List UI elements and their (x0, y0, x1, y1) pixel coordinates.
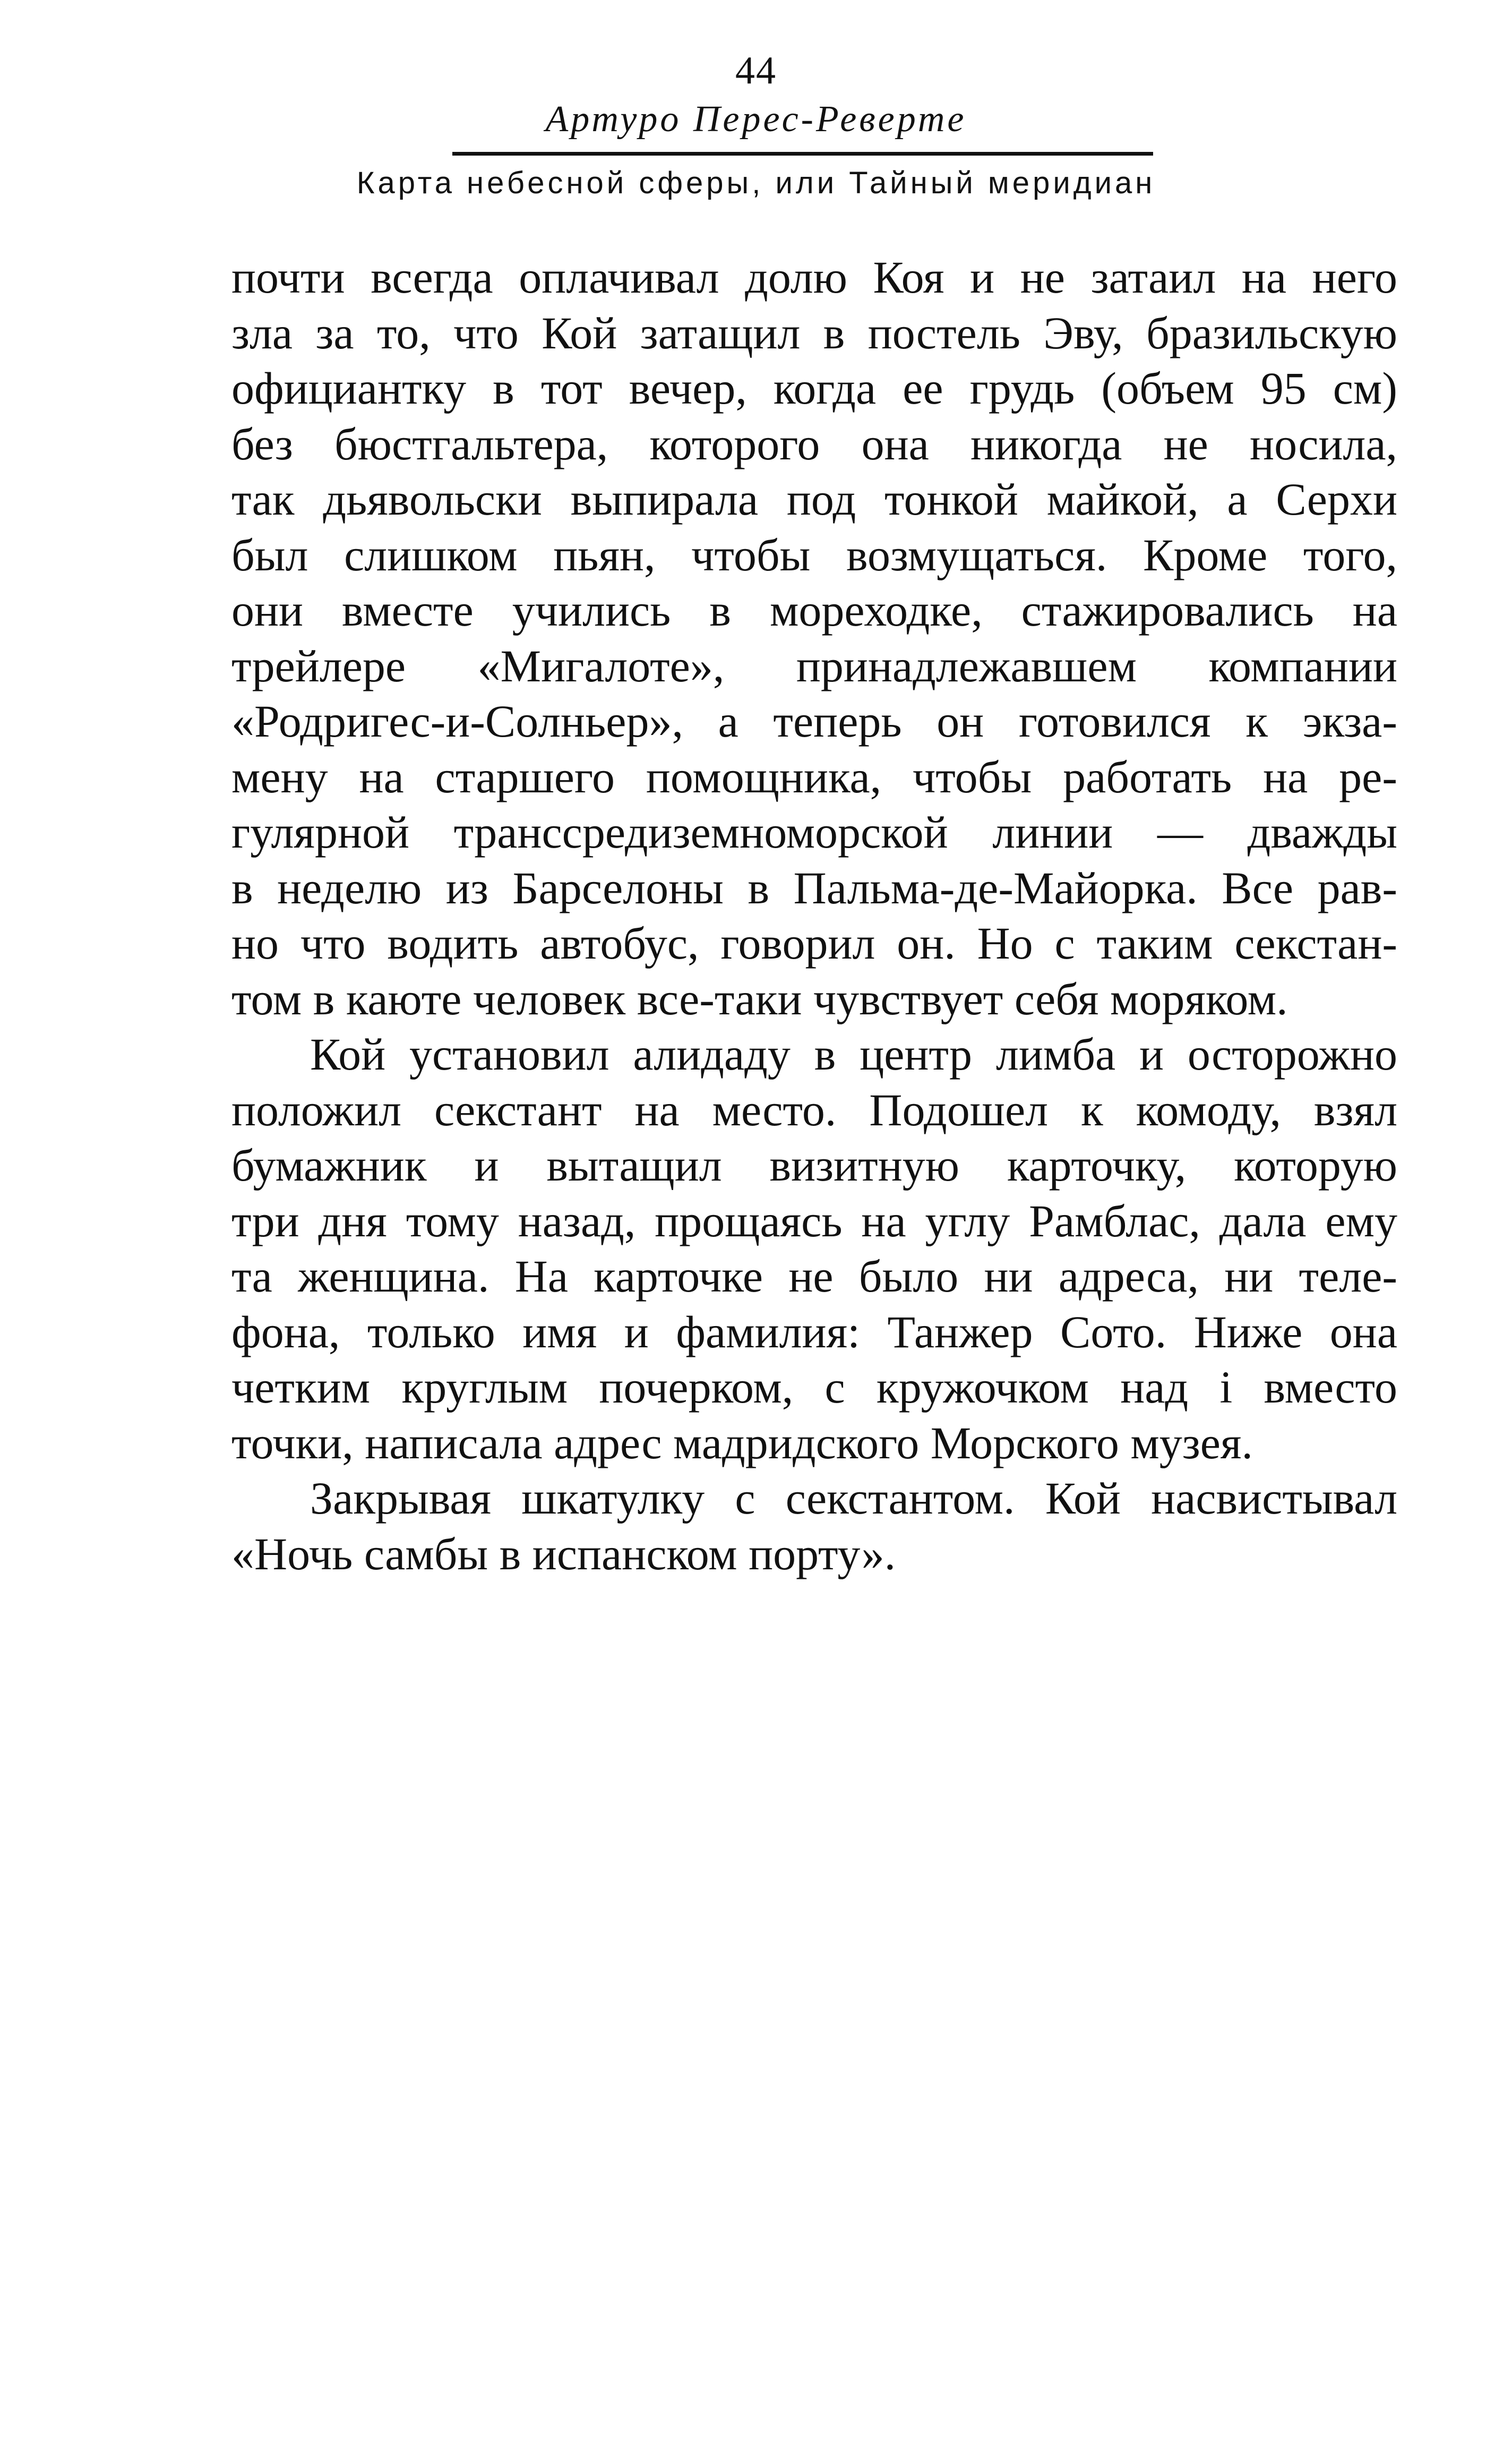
text-line: фона, только имя и фамилия: Танжер Сото. Ниже она (231, 1306, 1397, 1357)
text-line: мену на старшего помощника, чтобы работать на ре- (231, 751, 1397, 802)
text-line: Закрывая шкатулку с секстантом. Кой насвистывал (310, 1473, 1397, 1524)
text-line: та женщина. На карточке не было ни адреса, ни теле- (231, 1251, 1397, 1302)
header-rule (452, 152, 1153, 156)
text-line: но что водить автобус, говорил он. Но с таким секстан- (231, 918, 1397, 969)
text-line: четким круглым почерком, с кружочком над i вместо (231, 1362, 1397, 1413)
text-line: гулярной транссредиземноморской линии — дважды (231, 807, 1397, 858)
paragraph-3 (231, 1471, 1397, 1582)
text-line: так дьявольски выпирала под тонкой майкой, а Серхи (231, 474, 1397, 525)
text-line: официантку в тот вечер, когда ее грудь (объем 95 см) (231, 363, 1397, 414)
text-line: был слишком пьян, чтобы возмущаться. Кроме того, (231, 529, 1397, 580)
text-line: точки, написала адрес мадридского Морского музея. (231, 1417, 1253, 1468)
text-line: том в каюте человек все-таки чувствует себя моряком. (231, 973, 1288, 1024)
paragraph-1 (231, 250, 1397, 1027)
body-text (231, 250, 1397, 1582)
text-line: без бюстгальтера, которого она никогда не носила, (231, 418, 1397, 469)
text-line: «Родригес-и-Солньер», а теперь он готовился к экза- (231, 696, 1397, 747)
text-line: положил секстант на место. Подошел к комоду, взял (231, 1084, 1397, 1135)
text-line: в неделю из Барселоны в Пальма-де-Майорка. Все рав- (231, 862, 1397, 913)
text-line: три дня тому назад, прощаясь на углу Рамблас, дала ему (231, 1195, 1397, 1246)
text-line: Кой установил алидаду в центр лимба и осторожно (310, 1029, 1397, 1080)
running-head-book-title: Карта небесной сферы, или Тайный меридиан (356, 166, 1156, 200)
paragraph-2 (231, 1027, 1397, 1471)
text-line: они вместе учились в мореходке, стажировались на (231, 585, 1397, 636)
text-line: трейлере «Мигалоте», принадлежавшем компании (231, 640, 1397, 691)
text-line: зла за то, что Кой затащил в постель Эву, бразильскую (231, 307, 1397, 358)
text-line: почти всегда оплачивал долю Коя и не затаил на него (231, 252, 1397, 303)
text-line: «Ночь самбы в испанском порту». (231, 1528, 896, 1579)
running-head-author: Артуро Перес-Реверте (545, 99, 967, 140)
page-number: 44 (735, 49, 777, 92)
text-line: бумажник и вытащил визитную карточку, которую (231, 1140, 1397, 1191)
